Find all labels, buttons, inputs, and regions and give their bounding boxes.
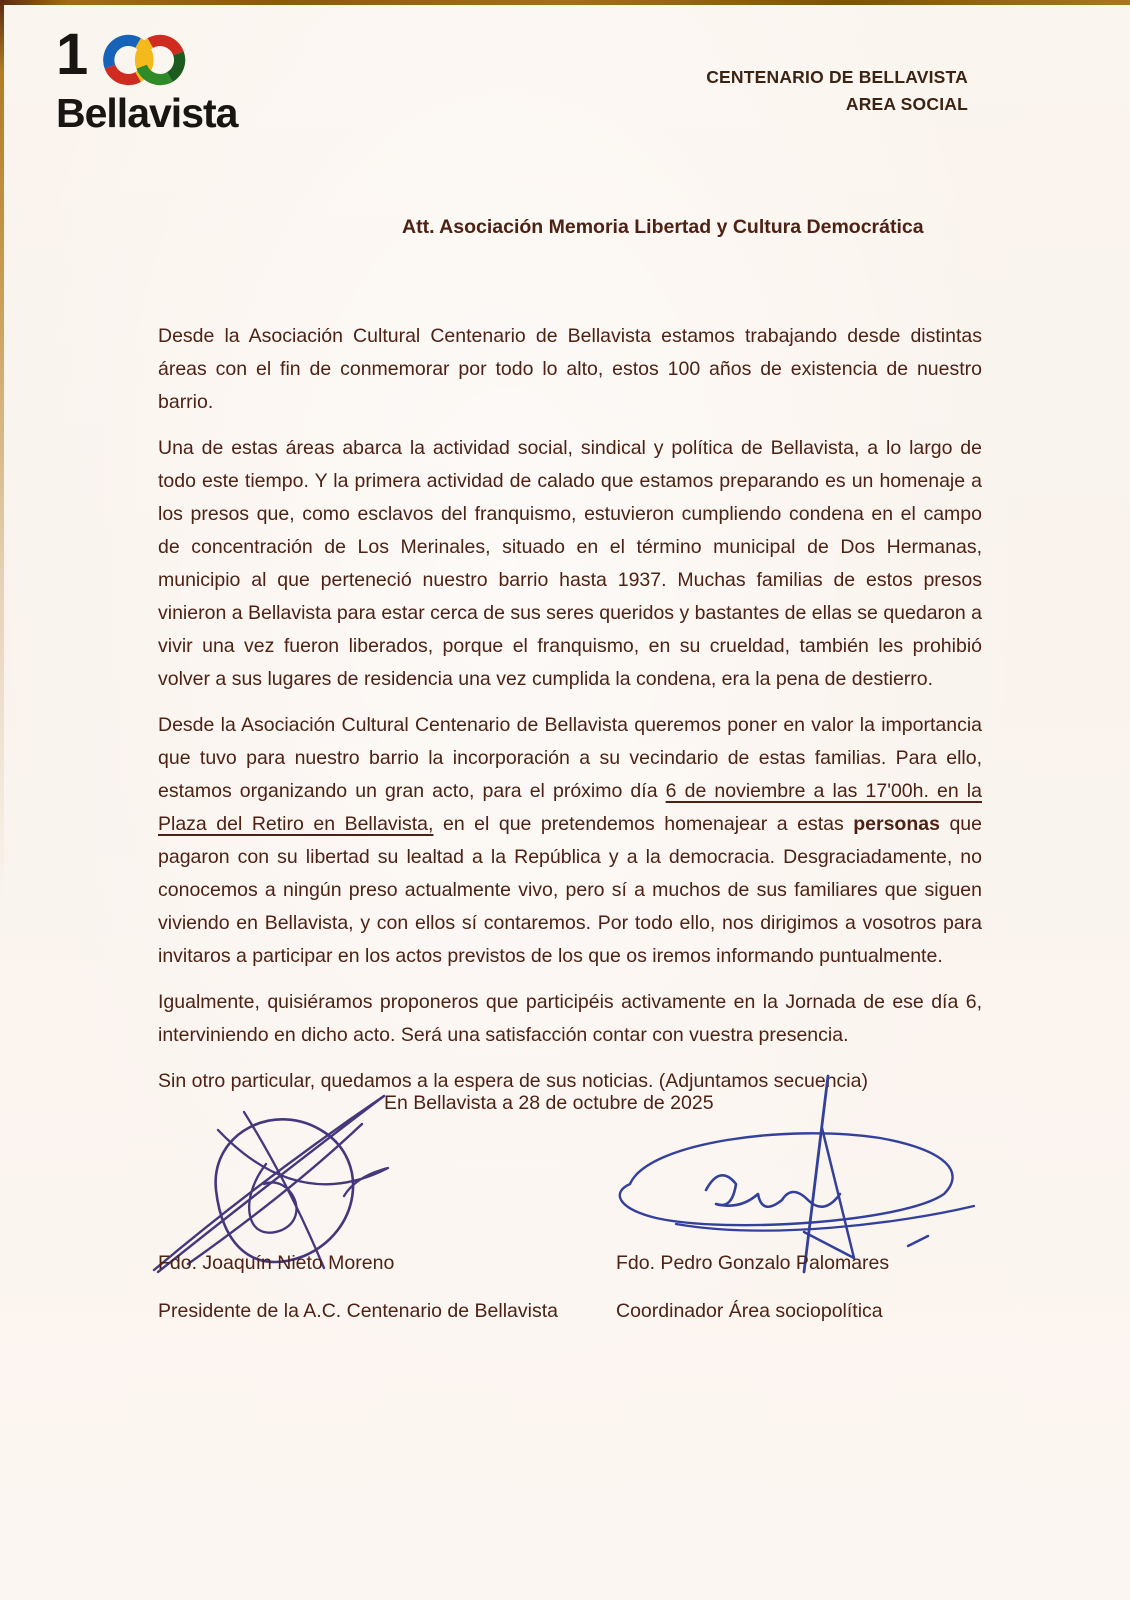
letterhead-line1: CENTENARIO DE BELLAVISTA bbox=[706, 67, 968, 87]
dateline: En Bellavista a 28 de octubre de 2025 bbox=[384, 1092, 714, 1114]
logo-wordmark: Bellavista bbox=[56, 90, 238, 136]
paragraph: Desde la Asociación Cultural Centenario de Bellavista queremos poner en valor la importancia que tuvo para nuestro barrio la incorporación a su vecindario de estas familias. Para ello, estamos organizando un gran acto, para el próximo día 6 de noviembre a las 17'00h. en la Plaza del Retiro en Bellavista, en el que pretendemos homenajear a estas personas que pagaron con su libertad su lealtad a la República y a la democracia. Desgraciadamente, no conocemos a ningún preso actualmente vivo, pero sí a muchos de sus familiares que siguen viviendo en Bellavista, y con ellos sí contaremos. Por todo ello, nos dirigimos a vosotros para invitaros a participar en los actos previstos de los que os iremos informando puntualmente. bbox=[158, 714, 982, 967]
letter-body bbox=[158, 320, 982, 1098]
logo-rings-icon bbox=[88, 32, 206, 88]
paragraph: Una de estas áreas abarca la actividad social, sindical y política de Bellavista, a lo largo de todo este tiempo. Y la primera actividad de calado que estamos preparando es un homenaje a los presos que, como esclavos del franquismo, estuvieron cumpliendo condena en el campo de concentración de Los Merinales, situado en el término municipal de Dos Hermanas, municipio al que perteneció nuestro barrio hasta 1937. Muchas familias de estos presos vinieron a Bellavista para estar cerca de sus seres queridos y bastantes de ellas se quedaron a vivir una vez fueron liberados, porque el franquismo, en su crueldad, también les prohibió volver a sus lugares de residencia una vez cumplida la condena, era la pena de destierro. bbox=[158, 437, 982, 690]
signer-title-right: Coordinador Área sociopolítica bbox=[616, 1300, 883, 1322]
signer-name-left: Fdo. Joaquín Nieto Moreno bbox=[158, 1252, 395, 1274]
bellavista-centenary-logo bbox=[56, 22, 238, 137]
paragraph: Desde la Asociación Cultural Centenario de Bellavista estamos trabajando desde distintas áreas con el fin de conmemorar por todo lo alto, estos 100 años de existencia de nuestro barrio. bbox=[158, 325, 982, 413]
photo-left-edge bbox=[0, 0, 4, 900]
photo-top-edge bbox=[0, 0, 1130, 5]
paragraph: Igualmente, quisiéramos proponeros que participéis activamente en la Jornada de ese día 6, interviniendo en dicho acto. Será una satisfacción contar con vuestra presencia. bbox=[158, 991, 982, 1046]
paragraph: Sin otro particular, quedamos a la espera de sus noticias. (Adjuntamos secuencia) bbox=[158, 1070, 868, 1092]
logo-number: 1 bbox=[56, 22, 87, 87]
letterhead-line2: AREA SOCIAL bbox=[845, 94, 968, 114]
attention-line: Att. Asociación Memoria Libertad y Cultura Democrática bbox=[402, 216, 924, 238]
signer-name-right: Fdo. Pedro Gonzalo Palomares bbox=[616, 1252, 890, 1274]
signer-title-left: Presidente de la A.C. Centenario de Bellavista bbox=[158, 1300, 558, 1322]
letterhead-right bbox=[706, 64, 968, 118]
